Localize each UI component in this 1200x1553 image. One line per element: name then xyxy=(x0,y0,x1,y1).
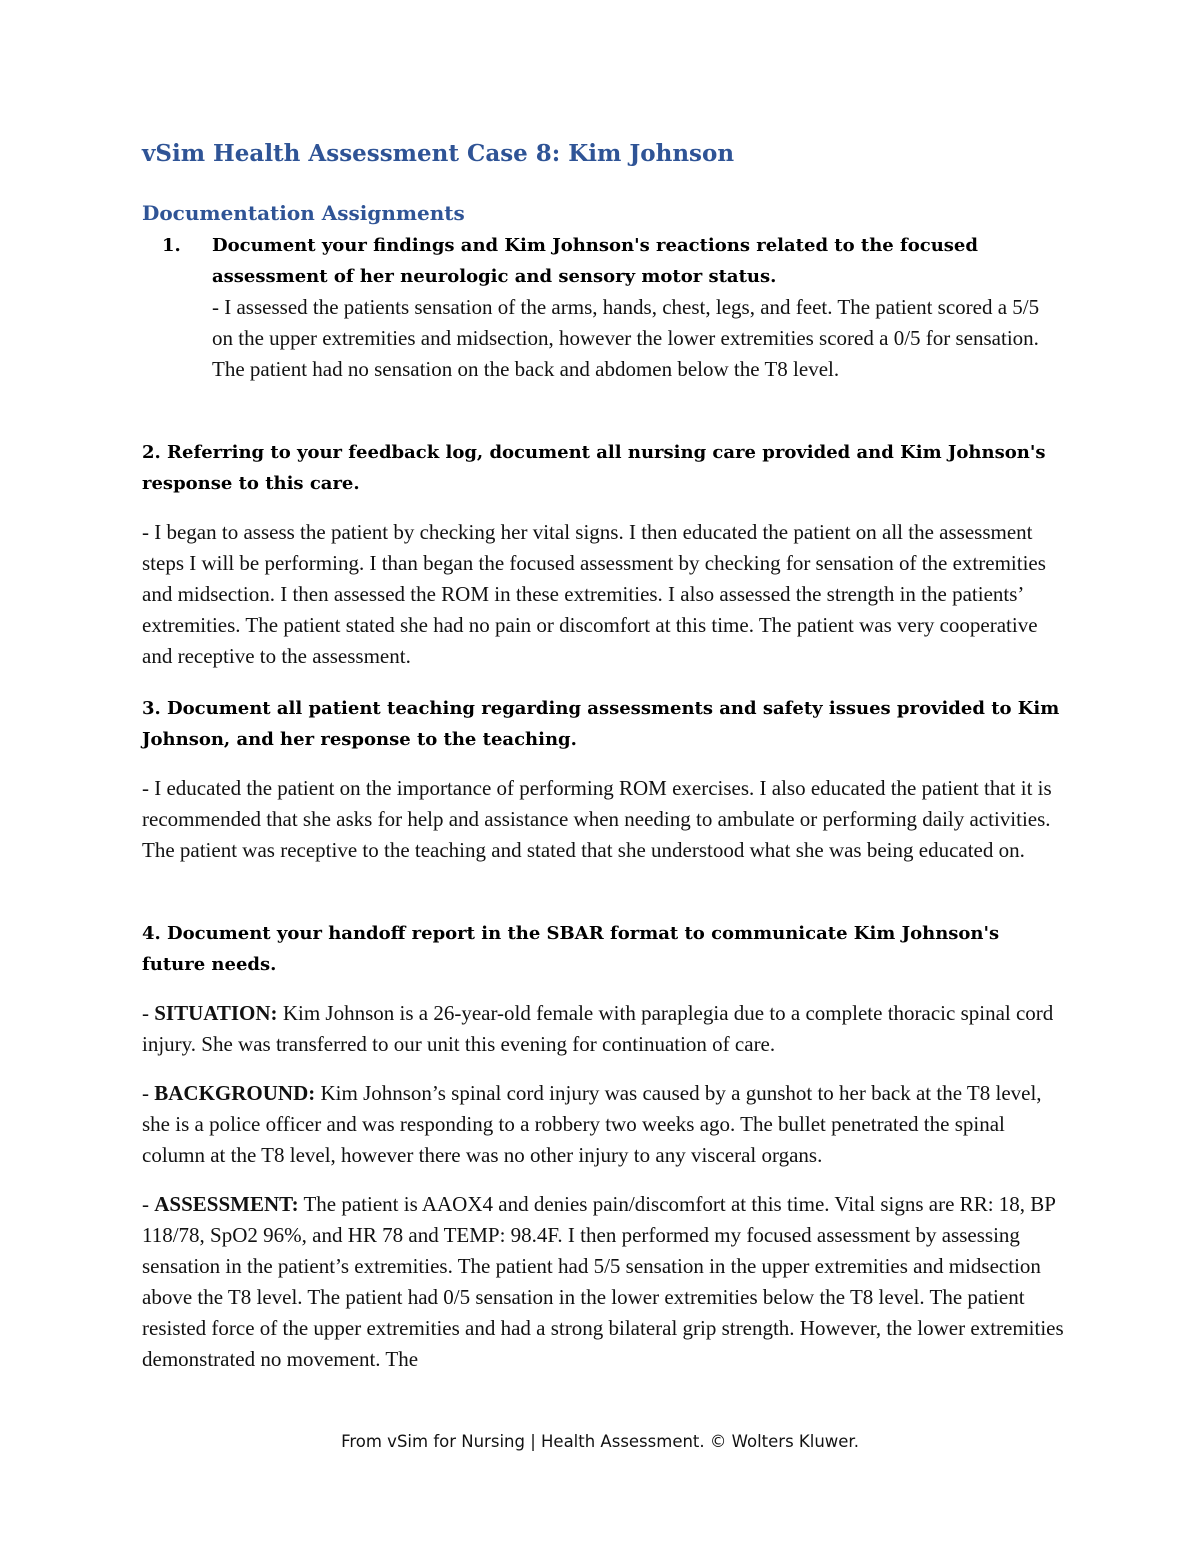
sbar-assessment: - ASSESSMENT: The patient is AAOX4 and denies pain/discomfort at this time. Vital signs are RR: 18, BP 118/78, SpO2 96%, and HR 78 and TEMP: 98.4F. I then performed my focused assessment by assessing sensation in the patient’s extremities. The patient had 5/5 sensation in the upper extremities and midsection above the T8 level. The patient had 0/5 sensation in the lower extremities below the T8 level. The patient resisted force of the upper extremities and had a strong bilateral grip strength. However, the lower extremities demonstrated no movement. The xyxy=(142,1192,1064,1371)
sbar-background: - BACKGROUND: Kim Johnson’s spinal cord injury was caused by a gunshot to her back at the T8 level, she is a police officer and was responding to a robbery two weeks ago. The bullet penetrated the spinal column at the T8 level, however there was no other injury to any visceral organs. xyxy=(142,1081,1042,1167)
background-text: Kim Johnson’s spinal cord injury was caused by a gunshot to her back at the T8 level, she is a police officer and was responding to a robbery two weeks ago. The bullet penetrated the spinal column at the T8 level, however there was no other injury to any visceral organs. xyxy=(142,1081,1042,1167)
background-label: BACKGROUND: xyxy=(154,1081,316,1105)
question-3 xyxy=(142,693,1067,866)
assessment-text: The patient is AAOX4 and denies pain/discomfort at this time. Vital signs are RR: 18, BP 118/78, SpO2 96%, and HR 78 and TEMP: 98.4F. I then performed my focused assessment by assessing sensation in the patient’s extremities. The patient had 5/5 sensation in the upper extremities and midsection above the T8 level. The patient had 0/5 sensation in the lower extremities below the T8 level. The patient resisted force of the upper extremities and had a strong bilateral grip strength. However, the lower extremities demonstrated no movement. The xyxy=(142,1192,1064,1371)
answer-2-text: - I began to assess the patient by checking her vital signs. I then educated the patient on all the assessment steps I will be performing. I than began the focused assessment by checking for sensation of the extremities and midsection. I then assessed the ROM in these extremities. I also assessed the strength in the patients’ extremities. The patient stated she had no pain or discomfort at this time. The patient was very cooperative and receptive to the assessment. xyxy=(142,520,1046,668)
situation-label: SITUATION: xyxy=(154,1001,278,1025)
assessment-label: ASSESSMENT: xyxy=(154,1192,299,1216)
question-1-content xyxy=(212,230,1052,385)
page-footer: From vSim for Nursing | Health Assessment. © Wolters Kluwer. xyxy=(341,1432,859,1451)
question-2-text: 2. Referring to your feedback log, document all nursing care provided and Kim Johnson's response to this care. xyxy=(142,442,1046,494)
answer-3-text: - I educated the patient on the importance of performing ROM exercises. I also educated the patient that it is recommended that she asks for help and assistance when needing to ambulate or performing daily activities. The patient was receptive to the teaching and stated that she understood what she was being educated on. xyxy=(142,776,1052,862)
sbar-situation: - SITUATION: Kim Johnson is a 26-year-old female with paraplegia due to a complete thoracic spinal cord injury. She was transferred to our unit this evening for continuation of care. xyxy=(142,1001,1054,1056)
question-3-text: 3. Document all patient teaching regarding assessments and safety issues provided to Kim Johnson, and her response to the teaching. xyxy=(142,698,1060,750)
question-1-number: 1. xyxy=(162,235,181,256)
answer-1-text: - I assessed the patients sensation of the arms, hands, chest, legs, and feet. The patient scored a 5/5 on the upper extremities and midsection, however the lower extremities scored a 0/5 for sensation. The patient had no sensation on the back and abdomen below the T8 level. xyxy=(212,295,1040,381)
document-title: vSim Health Assessment Case 8: Kim Johnson xyxy=(142,140,735,167)
question-4-text: 4. Document your handoff report in the SBAR format to communicate Kim Johnson's future needs. xyxy=(142,923,1000,975)
section-heading: Documentation Assignments xyxy=(142,201,465,225)
situation-text: Kim Johnson is a 26-year-old female with paraplegia due to a complete thoracic spinal cord injury. She was transferred to our unit this evening for continuation of care. xyxy=(142,1001,1054,1056)
question-1-text: Document your findings and Kim Johnson's reactions related to the focused assessment of her neurologic and sensory motor status. xyxy=(212,235,978,287)
question-4 xyxy=(142,918,1067,1375)
question-2 xyxy=(142,437,1067,672)
